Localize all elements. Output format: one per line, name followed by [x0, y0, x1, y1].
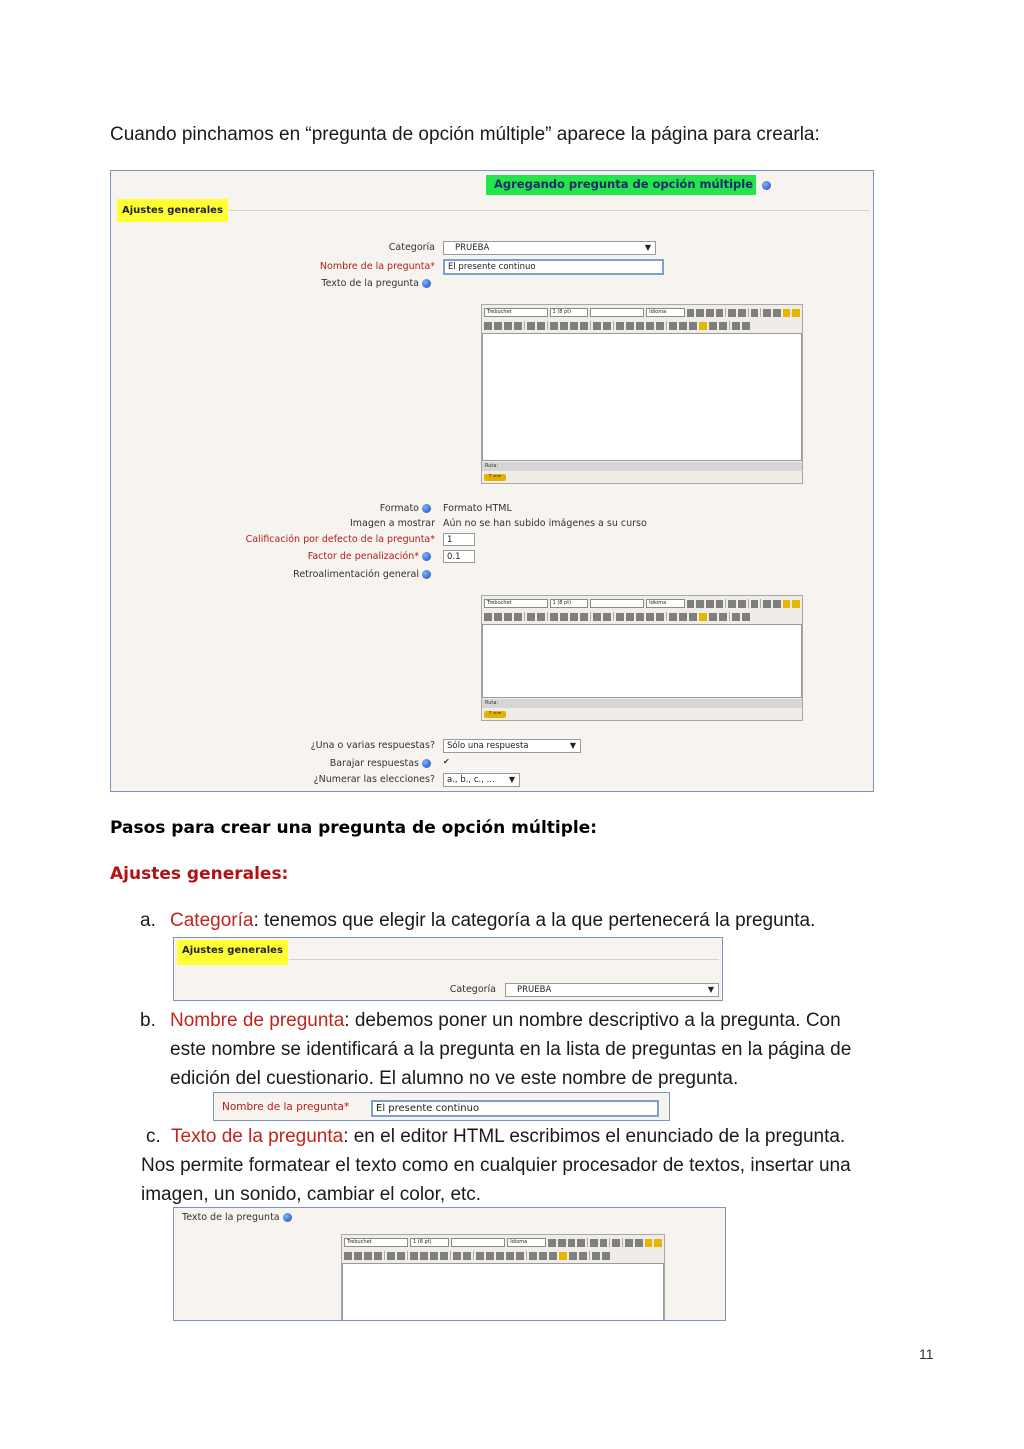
toolbar-separator — [524, 321, 525, 330]
size-select[interactable]: 1 (8 pt) — [550, 308, 589, 317]
item-text-line2: Nos permite formatear el texto como en cualquier procesador de textos, insertar una — [141, 1155, 851, 1176]
fullscreen-icon[interactable] — [742, 613, 750, 621]
smiley-icon[interactable] — [559, 1252, 567, 1260]
menu-icon[interactable] — [792, 309, 800, 317]
question-text-editor[interactable] — [341, 1234, 665, 1321]
align-right-icon[interactable] — [504, 613, 512, 621]
toolbar-separator — [524, 612, 525, 621]
search-replace-icon[interactable] — [719, 322, 727, 330]
item-text-line3: edición del cuestionario. El alumno no ve este nombre de pregunta. — [170, 1068, 739, 1089]
text-color-icon[interactable] — [593, 322, 601, 330]
penalizacion-label: Factor de penalización* — [308, 551, 431, 562]
help-icon[interactable] — [422, 570, 431, 579]
table-icon[interactable] — [689, 322, 697, 330]
imagen-label: Imagen a mostrar — [349, 518, 435, 529]
html-source-icon[interactable] — [732, 322, 740, 330]
menu-icon[interactable] — [654, 1239, 662, 1247]
spellcheck-icon[interactable] — [783, 600, 791, 608]
strike-icon[interactable] — [716, 309, 724, 317]
align-left-icon[interactable] — [484, 322, 492, 330]
editor-text-area[interactable] — [482, 624, 802, 698]
item-text: : en el editor HTML escribimos el enunciado de la pregunta. — [343, 1126, 846, 1147]
language-select[interactable]: Idioma — [507, 1238, 546, 1247]
editor-toolbar-row-2 — [484, 611, 800, 622]
search-replace-icon[interactable] — [719, 613, 727, 621]
chevron-down-icon: ▼ — [644, 243, 651, 252]
toolbar-separator — [760, 308, 761, 317]
search-replace-icon[interactable] — [579, 1252, 587, 1260]
toolbar-separator — [384, 1251, 385, 1260]
editor-help-button[interactable]: ? == — [484, 711, 506, 718]
feedback-editor[interactable] — [481, 595, 803, 721]
toolbar-separator — [725, 308, 726, 317]
indent-icon[interactable] — [580, 613, 588, 621]
toolbar-separator — [613, 612, 614, 621]
image-icon[interactable] — [529, 1252, 537, 1260]
editor-toolbar-row-1 — [484, 307, 800, 318]
toolbar-separator — [590, 612, 591, 621]
calificacion-input[interactable]: 1 — [443, 533, 475, 546]
unlink-icon[interactable] — [506, 1252, 514, 1260]
size-select[interactable]: 1 (8 pt) — [550, 599, 589, 608]
numerar-select[interactable]: a., b., c., ... ▼ — [443, 773, 520, 787]
italic-icon[interactable] — [696, 600, 704, 608]
help-icon[interactable] — [422, 504, 431, 513]
item-term: Categoría — [170, 910, 254, 931]
editor-text-area[interactable] — [342, 1263, 664, 1321]
anchor-icon[interactable] — [626, 322, 634, 330]
section-divider — [289, 959, 719, 960]
bg-color-icon[interactable] — [603, 322, 611, 330]
redo-icon[interactable] — [773, 600, 781, 608]
texto-screenshot — [173, 1207, 726, 1321]
rtl-icon[interactable] — [537, 613, 545, 621]
undo-icon[interactable] — [763, 600, 771, 608]
chevron-down-icon: ▼ — [569, 741, 576, 750]
ltr-icon[interactable] — [387, 1252, 395, 1260]
nolink-icon[interactable] — [516, 1252, 524, 1260]
subscript-icon[interactable] — [728, 600, 736, 608]
toolbar-separator — [407, 1251, 408, 1260]
strike-icon[interactable] — [577, 1239, 585, 1247]
superscript-icon[interactable] — [600, 1239, 608, 1247]
subscript-icon[interactable] — [590, 1239, 598, 1247]
toolbar-separator — [748, 599, 749, 608]
categoria-label: Categoría — [388, 242, 435, 253]
html-source-icon[interactable] — [732, 613, 740, 621]
align-center-icon[interactable] — [494, 613, 502, 621]
anchor-icon[interactable] — [486, 1252, 494, 1260]
section-divider — [229, 210, 869, 211]
font-select[interactable]: Trebuchet — [344, 1238, 408, 1247]
format-select[interactable] — [451, 1238, 505, 1247]
redo-icon[interactable] — [635, 1239, 643, 1247]
clean-icon[interactable] — [612, 1239, 620, 1247]
superscript-icon[interactable] — [738, 600, 746, 608]
font-select[interactable]: Trebuchet — [484, 599, 548, 608]
list-item-texto — [141, 1122, 851, 1209]
unordered-list-icon[interactable] — [420, 1252, 428, 1260]
spellcheck-icon[interactable] — [783, 309, 791, 317]
nombre-label: Nombre de la pregunta* — [319, 261, 435, 272]
superscript-icon[interactable] — [738, 309, 746, 317]
text-color-icon[interactable] — [593, 613, 601, 621]
italic-icon[interactable] — [696, 309, 704, 317]
help-icon[interactable] — [283, 1213, 292, 1222]
toolbar-separator — [729, 612, 730, 621]
toolbar-separator — [725, 599, 726, 608]
item-text-line3: imagen, un sonido, cambiar el color, etc. — [141, 1184, 482, 1205]
item-text-line2: este nombre se identificará a la pregunta en la lista de preguntas en la página de — [170, 1039, 852, 1060]
fullscreen-icon[interactable] — [742, 322, 750, 330]
list-marker: b. — [140, 1010, 156, 1031]
main-screenshot — [110, 170, 874, 792]
outdent-icon[interactable] — [430, 1252, 438, 1260]
toolbar-separator — [450, 1251, 451, 1260]
fullscreen-icon[interactable] — [602, 1252, 610, 1260]
indent-icon[interactable] — [440, 1252, 448, 1260]
align-right-icon[interactable] — [364, 1252, 372, 1260]
justify-icon[interactable] — [514, 322, 522, 330]
media-icon[interactable] — [679, 322, 687, 330]
underline-icon[interactable] — [568, 1239, 576, 1247]
toolbar-separator — [609, 1238, 610, 1247]
ordered-list-icon[interactable] — [410, 1252, 418, 1260]
item-term: Texto de la pregunta — [171, 1126, 344, 1147]
hr-icon[interactable] — [476, 1252, 484, 1260]
chevron-down-icon: ▼ — [707, 985, 714, 994]
image-icon[interactable] — [669, 322, 677, 330]
toolbar-separator — [613, 321, 614, 330]
form-title: Agregando pregunta de opción múltiple — [486, 175, 756, 195]
align-center-icon[interactable] — [494, 322, 502, 330]
categoria-label: Categoría — [449, 984, 496, 995]
editor-toolbar-row-1 — [344, 1237, 662, 1248]
rtl-icon[interactable] — [397, 1252, 405, 1260]
subscript-icon[interactable] — [728, 309, 736, 317]
bold-icon[interactable] — [687, 600, 695, 608]
nombre-input[interactable]: El presente continuo — [443, 259, 664, 275]
toolbar-separator — [590, 321, 591, 330]
bold-icon[interactable] — [548, 1239, 556, 1247]
undo-icon[interactable] — [763, 309, 771, 317]
una-varias-label: ¿Una o varias respuestas? — [310, 740, 435, 751]
toolbar-separator — [547, 321, 548, 330]
image-icon[interactable] — [669, 613, 677, 621]
categoria-select[interactable]: PRUEBA ▼ — [505, 983, 719, 997]
help-icon[interactable] — [762, 181, 771, 190]
item-text: : tenemos que elegir la categoría a la que pertenecerá la pregunta. — [253, 910, 816, 931]
toolbar-separator — [666, 321, 667, 330]
nombre-screenshot — [213, 1092, 670, 1121]
item-term: Nombre de pregunta — [170, 1010, 345, 1031]
redo-icon[interactable] — [773, 309, 781, 317]
justify-icon[interactable] — [374, 1252, 382, 1260]
justify-icon[interactable] — [514, 613, 522, 621]
outdent-icon[interactable] — [570, 613, 578, 621]
unlink-icon[interactable] — [646, 322, 654, 330]
underline-icon[interactable] — [706, 309, 714, 317]
ordered-list-icon[interactable] — [550, 322, 558, 330]
penalizacion-input[interactable]: 0.1 — [443, 550, 475, 563]
toolbar-separator — [547, 612, 548, 621]
align-left-icon[interactable] — [344, 1252, 352, 1260]
formato-label: Formato — [380, 503, 431, 514]
toolbar-separator — [729, 321, 730, 330]
clean-icon[interactable] — [751, 600, 759, 608]
hr-icon[interactable] — [616, 613, 624, 621]
text-color-icon[interactable] — [453, 1252, 461, 1260]
nombre-input[interactable]: El presente continuo — [371, 1100, 659, 1117]
html-source-icon[interactable] — [592, 1252, 600, 1260]
nolink-icon[interactable] — [656, 322, 664, 330]
align-left-icon[interactable] — [484, 613, 492, 621]
media-icon[interactable] — [679, 613, 687, 621]
special-char-icon[interactable] — [709, 322, 717, 330]
item-text: : debemos poner un nombre descriptivo a la pregunta. Con — [344, 1010, 841, 1031]
toolbar-separator — [473, 1251, 474, 1260]
nolink-icon[interactable] — [656, 613, 664, 621]
texto-label: Texto de la pregunta — [321, 278, 431, 289]
help-icon[interactable] — [422, 279, 431, 288]
toolbar-separator — [748, 308, 749, 317]
editor-toolbar-row-2 — [484, 320, 800, 331]
toolbar-separator — [622, 1238, 623, 1247]
barajar-label: Barajar respuestas — [330, 758, 431, 769]
unordered-list-icon[interactable] — [560, 322, 568, 330]
categoria-select[interactable]: PRUEBA ▼ — [443, 241, 656, 255]
list-marker: a. — [140, 910, 156, 931]
undo-icon[interactable] — [625, 1239, 633, 1247]
spellcheck-icon[interactable] — [645, 1239, 653, 1247]
calificacion-label: Calificación por defecto de la pregunta* — [245, 534, 435, 545]
editor-toolbar-row-1 — [484, 598, 800, 609]
section-tag: Ajustes generales — [117, 199, 228, 222]
size-select[interactable]: 1 (8 pt) — [410, 1238, 449, 1247]
table-icon[interactable] — [549, 1252, 557, 1260]
smiley-icon[interactable] — [699, 613, 707, 621]
intro-text: Cuando pinchamos en “pregunta de opción múltiple” aparece la página para crearla: — [110, 124, 820, 145]
texto-label: Texto de la pregunta — [182, 1212, 292, 1223]
categoria-screenshot — [173, 937, 723, 1001]
font-select[interactable]: Trebuchet — [484, 308, 548, 317]
menu-icon[interactable] — [792, 600, 800, 608]
clean-icon[interactable] — [751, 309, 759, 317]
numerar-label: ¿Numerar las elecciones? — [313, 774, 435, 785]
una-varias-select[interactable]: Sólo una respuesta ▼ — [443, 739, 581, 753]
link-icon[interactable] — [636, 613, 644, 621]
toolbar-separator — [760, 599, 761, 608]
link-icon[interactable] — [496, 1252, 504, 1260]
list-item-categoria — [140, 906, 815, 935]
editor-text-area[interactable] — [482, 333, 802, 461]
outdent-icon[interactable] — [570, 322, 578, 330]
toolbar-separator — [587, 1238, 588, 1247]
table-icon[interactable] — [689, 613, 697, 621]
chevron-down-icon: ▼ — [508, 775, 515, 784]
barajar-checkbox[interactable]: ✔ — [443, 757, 450, 766]
align-center-icon[interactable] — [354, 1252, 362, 1260]
format-select[interactable] — [590, 308, 644, 317]
hr-icon[interactable] — [616, 322, 624, 330]
language-select[interactable]: Idioma — [646, 308, 685, 317]
bg-color-icon[interactable] — [603, 613, 611, 621]
editor-path: Ruta: — [482, 462, 802, 471]
indent-icon[interactable] — [580, 322, 588, 330]
editor-toolbar-row-2 — [344, 1250, 662, 1261]
underline-icon[interactable] — [706, 600, 714, 608]
rtl-icon[interactable] — [537, 322, 545, 330]
language-select[interactable]: Idioma — [646, 599, 685, 608]
italic-icon[interactable] — [558, 1239, 566, 1247]
bg-color-icon[interactable] — [463, 1252, 471, 1260]
formato-value: Formato HTML — [443, 503, 512, 514]
imagen-value: Aún no se han subido imágenes a su curso — [443, 518, 647, 529]
anchor-icon[interactable] — [626, 613, 634, 621]
smiley-icon[interactable] — [699, 322, 707, 330]
list-marker: c. — [146, 1126, 161, 1147]
help-icon[interactable] — [422, 552, 431, 561]
ordered-list-icon[interactable] — [550, 613, 558, 621]
media-icon[interactable] — [539, 1252, 547, 1260]
question-text-editor[interactable] — [481, 304, 803, 484]
editor-path: Ruta: — [482, 699, 802, 708]
strike-icon[interactable] — [716, 600, 724, 608]
toolbar-separator — [526, 1251, 527, 1260]
toolbar-separator — [589, 1251, 590, 1260]
editor-help-button[interactable]: ? == — [484, 474, 506, 481]
unordered-list-icon[interactable] — [560, 613, 568, 621]
link-icon[interactable] — [636, 322, 644, 330]
list-item-nombre — [140, 1006, 851, 1093]
ltr-icon[interactable] — [527, 322, 535, 330]
section-tag: Ajustes generales — [177, 940, 288, 965]
help-icon[interactable] — [422, 759, 431, 768]
retro-label: Retroalimentación general — [293, 569, 431, 580]
page-number: 11 — [919, 1346, 934, 1362]
unlink-icon[interactable] — [646, 613, 654, 621]
general-heading: Ajustes generales: — [110, 864, 289, 884]
toolbar-separator — [666, 612, 667, 621]
special-char-icon[interactable] — [569, 1252, 577, 1260]
steps-heading: Pasos para crear una pregunta de opción múltiple: — [110, 818, 598, 838]
nombre-label: Nombre de la pregunta* — [222, 1101, 350, 1113]
special-char-icon[interactable] — [709, 613, 717, 621]
format-select[interactable] — [590, 599, 644, 608]
ltr-icon[interactable] — [527, 613, 535, 621]
align-right-icon[interactable] — [504, 322, 512, 330]
bold-icon[interactable] — [687, 309, 695, 317]
